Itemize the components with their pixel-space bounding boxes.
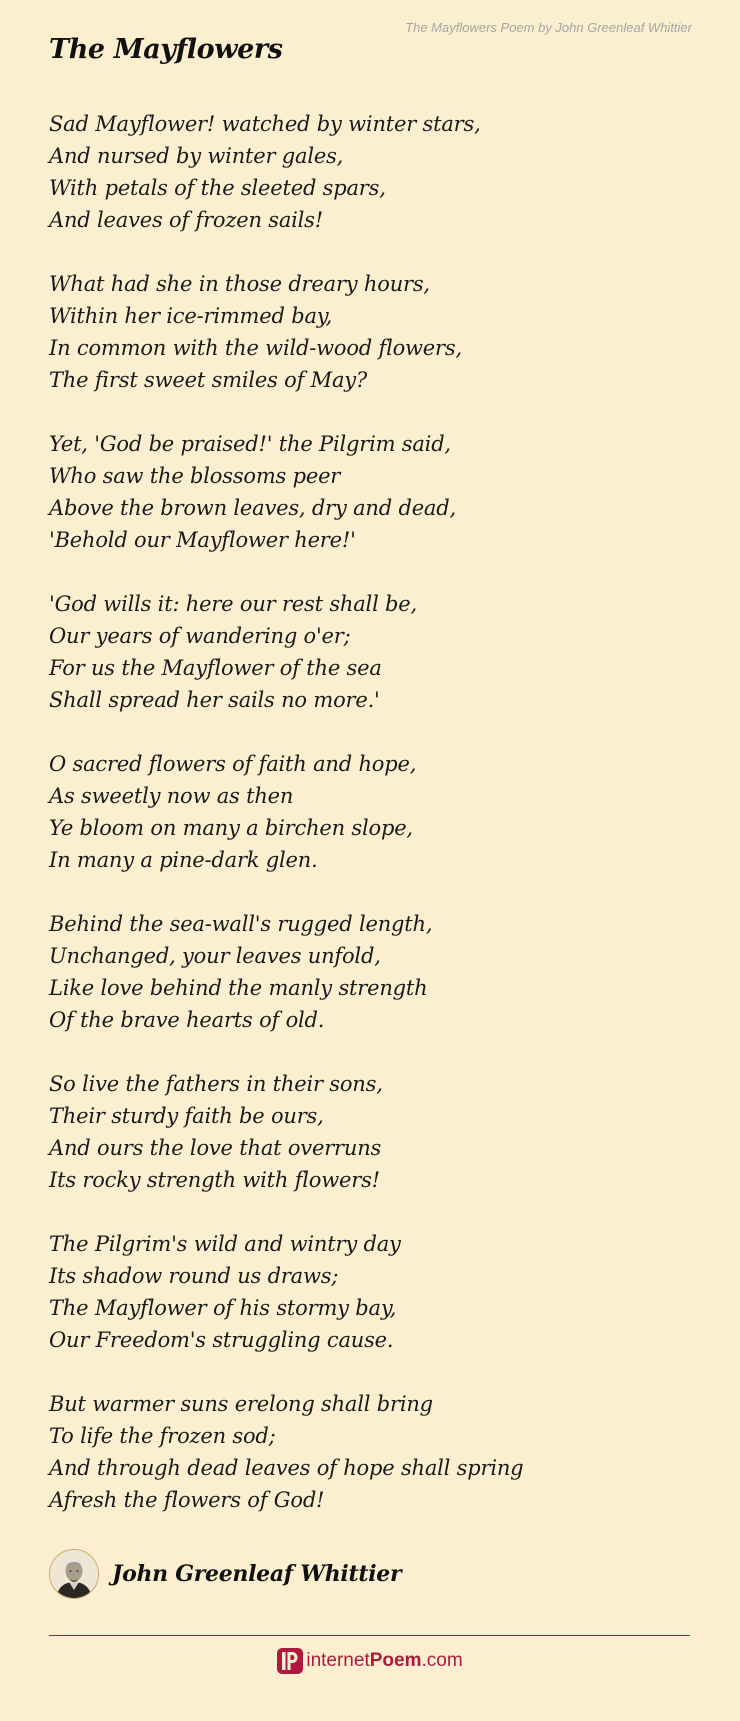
poem-line: Sad Mayflower! watched by winter stars, [49, 112, 481, 136]
poem-stanza [49, 748, 689, 876]
poem-line: Our years of wandering o'er; [49, 624, 351, 648]
poem-line: The Pilgrim's wild and wintry day [49, 1232, 401, 1256]
poem-body [49, 108, 689, 1548]
logo-suffix: .com [421, 1650, 463, 1671]
poem-line: O sacred flowers of faith and hope, [49, 752, 417, 776]
poem-line: Our Freedom's struggling cause. [49, 1328, 394, 1352]
poem-stanza [49, 588, 689, 716]
poem-line: So live the fathers in their sons, [49, 1072, 383, 1096]
poem-line: Like love behind the manly strength [49, 976, 428, 1000]
poem-line: And through dead leaves of hope shall spring [49, 1456, 524, 1480]
poem-stanza [49, 108, 689, 236]
footer-divider [49, 1635, 690, 1636]
poem-stanza [49, 1388, 689, 1516]
poem-line: Its rocky strength with flowers! [49, 1168, 380, 1192]
poem-stanza [49, 1068, 689, 1196]
poem-line: Within her ice-rimmed bay, [49, 304, 333, 328]
internetpoem-logo-icon [277, 1648, 303, 1674]
poem-line: But warmer suns erelong shall bring [49, 1392, 433, 1416]
poem-line: Unchanged, your leaves unfold, [49, 944, 381, 968]
poem-line: Its shadow round us draws; [49, 1264, 339, 1288]
poem-line: In many a pine-dark glen. [49, 848, 318, 872]
poem-stanza [49, 428, 689, 556]
poem-line: In common with the wild-wood flowers, [49, 336, 462, 360]
poem-line: 'Behold our Mayflower here!' [49, 528, 356, 552]
poem-line: Who saw the blossoms peer [49, 464, 341, 488]
poem-line: To life the frozen sod; [49, 1424, 276, 1448]
poem-stanza [49, 268, 689, 396]
author-portrait-icon [50, 1550, 98, 1598]
logo-strong: Poem [369, 1650, 422, 1671]
poem-line: With petals of the sleeted spars, [49, 176, 386, 200]
poem-line: Shall spread her sails no more.' [49, 688, 380, 712]
poem-line: 'God wills it: here our rest shall be, [49, 592, 418, 616]
author-avatar[interactable] [49, 1549, 99, 1599]
poem-line: Afresh the flowers of God! [49, 1488, 325, 1512]
author-name[interactable]: John Greenleaf Whittier [112, 1561, 402, 1587]
poem-line: For us the Mayflower of the sea [49, 656, 382, 680]
poem-line: And ours the love that overruns [49, 1136, 382, 1160]
poem-line: What had she in those dreary hours, [49, 272, 430, 296]
poem-line: Behind the sea-wall's rugged length, [49, 912, 433, 936]
poem-line: The Mayflower of his stormy bay, [49, 1296, 397, 1320]
poem-attribution: The Mayflowers Poem by John Greenleaf Whittier [405, 20, 692, 35]
poem-line: Above the brown leaves, dry and dead, [49, 496, 456, 520]
poem-line: Their sturdy faith be ours, [49, 1104, 324, 1128]
poem-line: Of the brave hearts of old. [49, 1008, 325, 1032]
poem-line: As sweetly now as then [49, 784, 294, 808]
poem-title: The Mayflowers [49, 34, 283, 65]
poem-line: And nursed by winter gales, [49, 144, 344, 168]
site-logo-text[interactable] [306, 1650, 462, 1672]
poem-stanza [49, 1228, 689, 1356]
poem-stanza [49, 908, 689, 1036]
poem-line: Ye bloom on many a birchen slope, [49, 816, 413, 840]
poem-line: The first sweet smiles of May? [49, 368, 368, 392]
poem-line: Yet, 'God be praised!' the Pilgrim said, [49, 432, 451, 456]
poem-line: And leaves of frozen sails! [49, 208, 323, 232]
site-logo[interactable] [0, 1648, 740, 1674]
logo-prefix: internet [306, 1650, 370, 1671]
author-block[interactable] [49, 1548, 401, 1600]
